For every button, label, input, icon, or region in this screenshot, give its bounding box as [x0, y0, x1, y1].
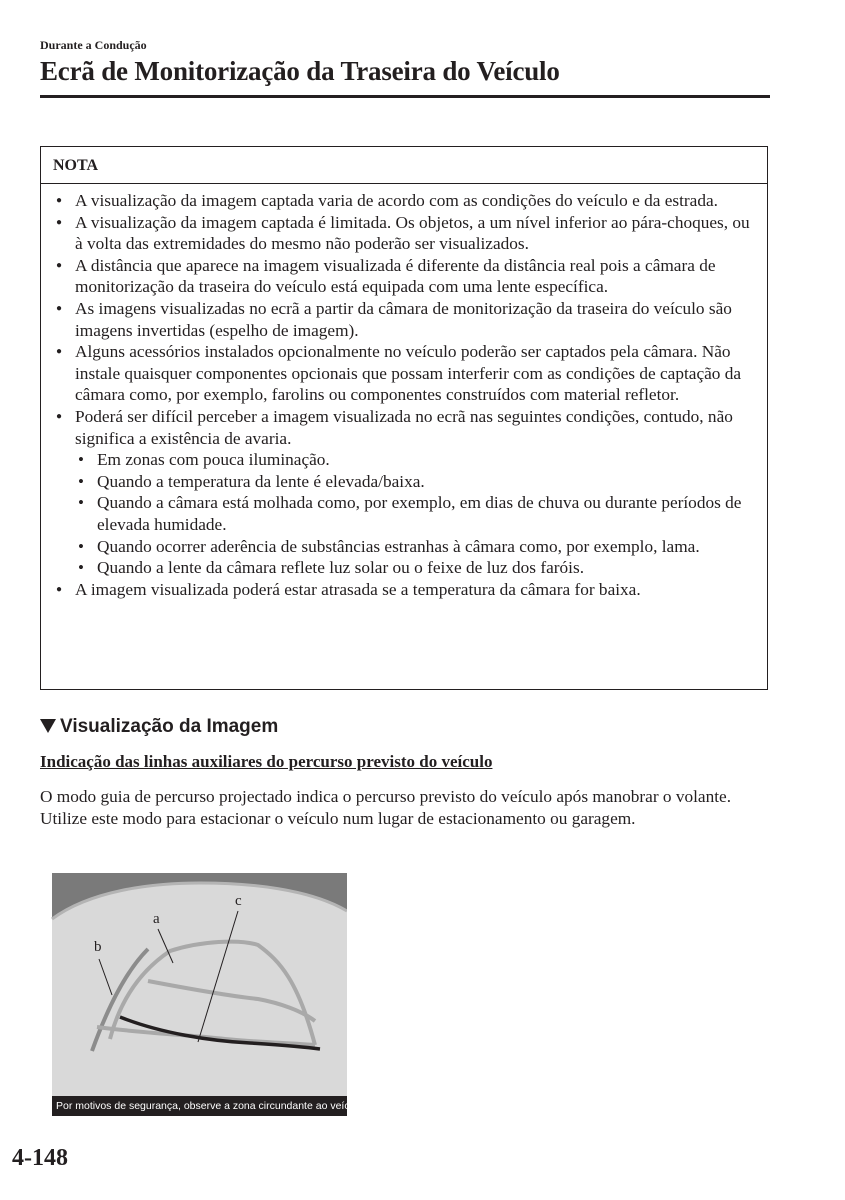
title-rule [40, 95, 770, 98]
body-text [40, 786, 770, 830]
note-item: ● A distância que aparece na imagem visualizada é diferente da distância real pois a câmara de monitorização da traseira do veículo está equipada com uma lente específica. [75, 255, 757, 298]
conditions-list [75, 449, 757, 579]
page-title: Ecrã de Monitorização da Traseira do Veículo [40, 56, 560, 86]
page-number: 4-148 [12, 1145, 68, 1171]
note-box [40, 146, 768, 690]
subsection-heading: Indicação das linhas auxiliares do percurso previsto do veículo [40, 752, 493, 771]
note-list [41, 184, 767, 600]
note-item: ● Alguns acessórios instalados opcionalmente no veículo poderão ser captados pela câmara. Não instale quaisquer componentes opcionais que possam interferir com as condições de captação da câmara como, por exemplo, farolins ou componentes construídos com material refletor. [75, 341, 757, 406]
figure-label-b: b [94, 939, 102, 955]
camera-view-illustration [40, 871, 347, 1117]
condition-item: • Quando a temperatura da lente é elevada/baixa. [97, 471, 757, 493]
note-item: ● A visualização da imagem captada é limitada. Os objetos, a um nível inferior ao pára-choques, ou à volta das extremidades do mesmo não poderão ser visualizados. [75, 212, 757, 255]
triangle-down-icon [40, 719, 56, 733]
note-item: ● A imagem visualizada poderá estar atrasada se a temperatura da câmara for baixa. [75, 579, 757, 601]
figure-label-c: c [235, 893, 242, 909]
note-heading: NOTA [41, 147, 767, 184]
note-item: ● As imagens visualizadas no ecrã a partir da câmara de monitorização da traseira do veículo são imagens invertidas (espelho de imagem). [75, 298, 757, 341]
safety-caption: Por motivos de segurança, observe a zona circundante ao veículo [52, 1096, 347, 1116]
paragraph: Utilize este modo para estacionar o veículo num lugar de estacionamento ou garagem. [40, 808, 636, 828]
camera-view-figure [40, 871, 364, 1117]
section-heading-text: Visualização da Imagem [60, 716, 279, 737]
section-heading [40, 716, 278, 738]
condition-item: • Quando a câmara está molhada como, por exemplo, em dias de chuva ou durante períodos de elevada humidade. [97, 492, 757, 535]
note-item-text: Poderá ser difícil perceber a imagem visualizada no ecrã nas seguintes condições, contudo, não significa a existência de avaria. [75, 406, 733, 448]
section-label: Durante a Condução [40, 38, 147, 52]
figure-label-a: a [153, 911, 160, 927]
condition-item: • Quando a lente da câmara reflete luz solar ou o feixe de luz dos faróis. [97, 557, 757, 579]
condition-item: • Quando ocorrer aderência de substâncias estranhas à câmara como, por exemplo, lama. [97, 536, 757, 558]
note-item-conditions [75, 406, 757, 579]
note-item: ● A visualização da imagem captada varia de acordo com as condições do veículo e da estrada. [75, 190, 757, 212]
condition-item: • Em zonas com pouca iluminação. [97, 449, 757, 471]
paragraph: O modo guia de percurso projectado indica o percurso previsto do veículo após manobrar o volante. [40, 787, 732, 806]
